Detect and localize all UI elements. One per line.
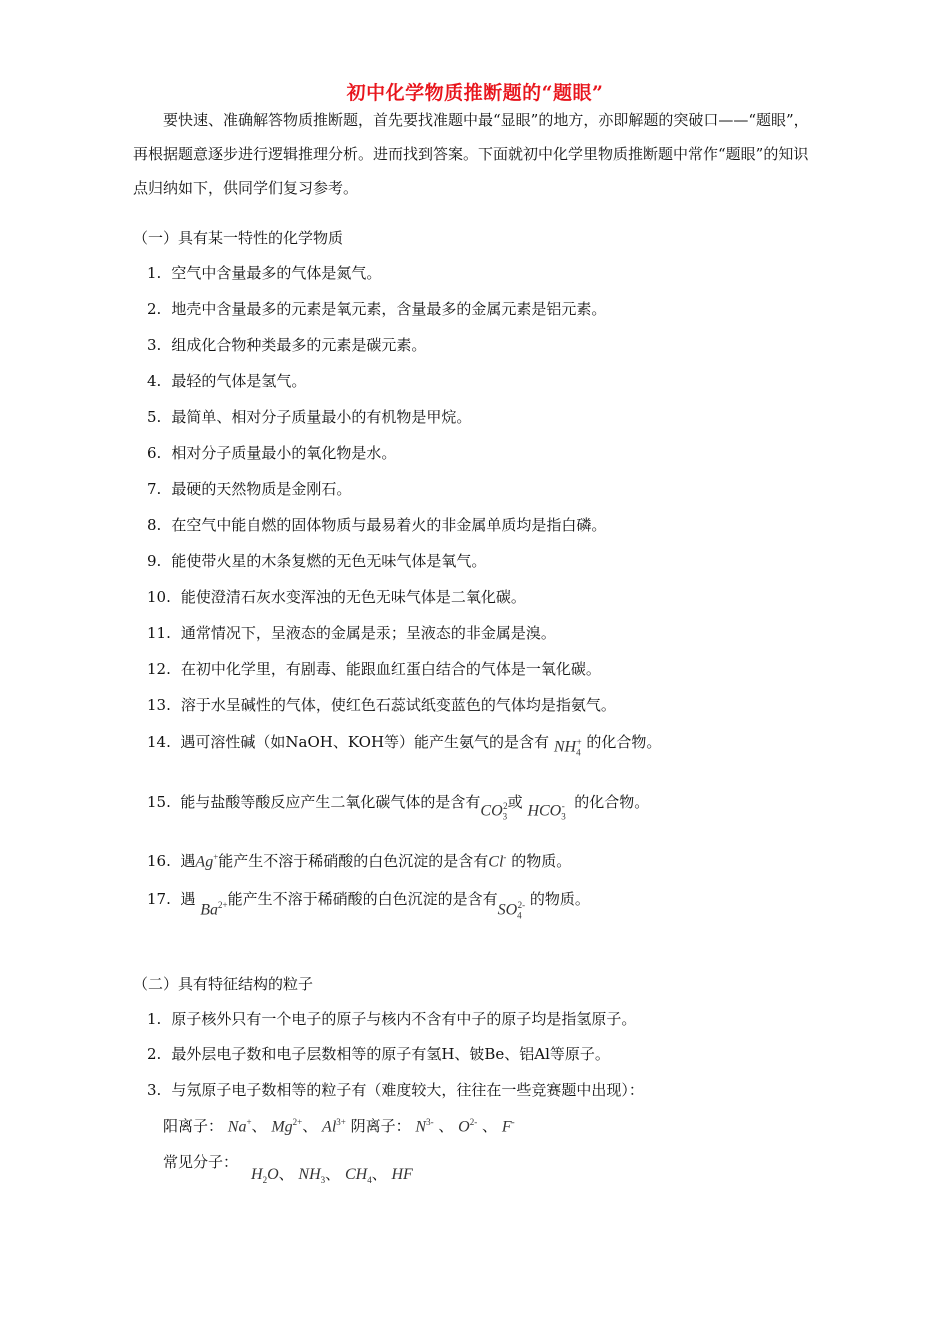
- list-item-5: 5. 最简单、相对分子质量最小的有机物是甲烷。: [147, 408, 472, 426]
- nitride-ion: $N^{3-}$: [415, 1116, 434, 1135]
- water-molecule: $H_2O$: [251, 1166, 279, 1186]
- list-item-16: 16. 遇Ag+能产生不溶于稀硝酸的白色沉淀的是含有Cl- 的物质。: [147, 851, 572, 870]
- list-item-8: 8. 在空气中能自燃的固体物质与最易着火的非金属单质均是指白磷。: [147, 516, 607, 534]
- list-item-7: 7. 最硬的天然物质是金刚石。: [147, 480, 352, 498]
- cations-line: 阳离子： Na+、 $Mg^{2+}$、 $Al^{3+}$ 阴离子： $N^{3-}$ 、 $O^{2-}$ 、 F-: [163, 1116, 515, 1135]
- list-item-17: 17. 遇 $Ba^{2+}$能产生不溶于稀硝酸的白色沉淀的是含有$SO_4^{2-}$ 的物质。: [147, 890, 590, 921]
- molecules-label: 常见分子：: [163, 1153, 239, 1171]
- list-item-2: 2. 地壳中含量最多的元素是氧元素，含量最多的金属元素是铝元素。: [147, 300, 607, 318]
- hydrogen-fluoride-molecule: HF: [391, 1166, 413, 1183]
- section-2-heading: （二）具有特征结构的粒子: [133, 975, 314, 993]
- oxide-ion: $O^{2-}$: [458, 1116, 478, 1135]
- silver-ion-formula: Ag+: [195, 851, 219, 870]
- list-item-13: 13. 溶于水呈碱性的气体，使红色石蕊试纸变蓝色的气体均是指氨气。: [147, 696, 616, 714]
- list-item-3: 3. 组成化合物种类最多的元素是碳元素。: [147, 336, 427, 354]
- section-1-heading: （一）具有某一特性的化学物质: [133, 229, 344, 247]
- list-item-6: 6. 相对分子质量最小的氧化物是水。: [147, 444, 397, 462]
- sulfate-ion-formula: $SO_4^{2-}$: [497, 899, 526, 921]
- fluoride-ion: F-: [501, 1116, 515, 1135]
- page-title: 初中化学物质推断题的“题眼”: [346, 82, 604, 104]
- ammonia-molecule: $NH_3$: [298, 1166, 326, 1186]
- barium-ion-formula: $Ba^{2+}$: [200, 899, 228, 918]
- list-item-15: 15. 能与盐酸等酸反应产生二氧化碳气体的是含有$CO_3^2$或 $HCO_3^-$ 的化合物。: [147, 793, 650, 822]
- ammonium-formula: $NH_4^+$: [553, 736, 582, 758]
- list-item-1: 1. 空气中含量最多的气体是氮气。: [147, 264, 382, 282]
- aluminum-ion: $Al^{3+}$: [322, 1116, 346, 1135]
- methane-molecule: $CH_4$: [344, 1166, 372, 1186]
- bicarbonate-formula: $HCO_3^-$: [527, 800, 566, 822]
- intro-paragraph: 要快速、准确解答物质推断题，首先要找准题中最“显眼”的地方，亦即解题的突破口——“题眼”，再根据题意逐步进行逻辑推理分析。进而找到答案。下面就初中化学里物质推断题中常作“题眼”的知识点归纳如下，供同学们复习参考。: [133, 111, 809, 197]
- sodium-ion: Na+: [227, 1116, 252, 1135]
- list-item-11: 11. 通常情况下，呈液态的金属是汞；呈液态的非金属是溴。: [147, 624, 556, 642]
- list-item-9: 9. 能使带火星的木条复燃的无色无味气体是氧气。: [147, 552, 487, 570]
- magnesium-ion: $Mg^{2+}$: [271, 1116, 303, 1135]
- list-item-12: 12. 在初中化学里，有剧毒、能跟血红蛋白结合的气体是一氧化碳。: [147, 660, 601, 678]
- molecules-line: $H_2O$、 $NH_3$、 $CH_4$、 HF: [251, 1165, 413, 1186]
- list-item-14: 14. 遇可溶性碱（如NaOH、KOH等）能产生氨气的是含有 $NH_4^+$ 的化合物。: [147, 733, 662, 758]
- chloride-ion-formula: Cl-: [488, 851, 507, 870]
- section-2-item-1: 1. 原子核外只有一个电子的原子与核内不含有中子的原子均是指氢原子。: [147, 1010, 637, 1028]
- section-2-item-3: 3. 与氖原子电子数相等的粒子有（难度较大，往往在一些竞赛题中出现）：: [147, 1081, 644, 1099]
- list-item-4: 4. 最轻的气体是氢气。: [147, 372, 307, 390]
- list-item-10: 10. 能使澄清石灰水变浑浊的无色无味气体是二氧化碳。: [147, 588, 526, 606]
- section-2-item-2: 2. 最外层电子数和电子层数相等的原子有氢H、铍Be、铝Al等原子。: [147, 1045, 610, 1063]
- carbonate-formula: $CO_3^2$: [480, 800, 508, 822]
